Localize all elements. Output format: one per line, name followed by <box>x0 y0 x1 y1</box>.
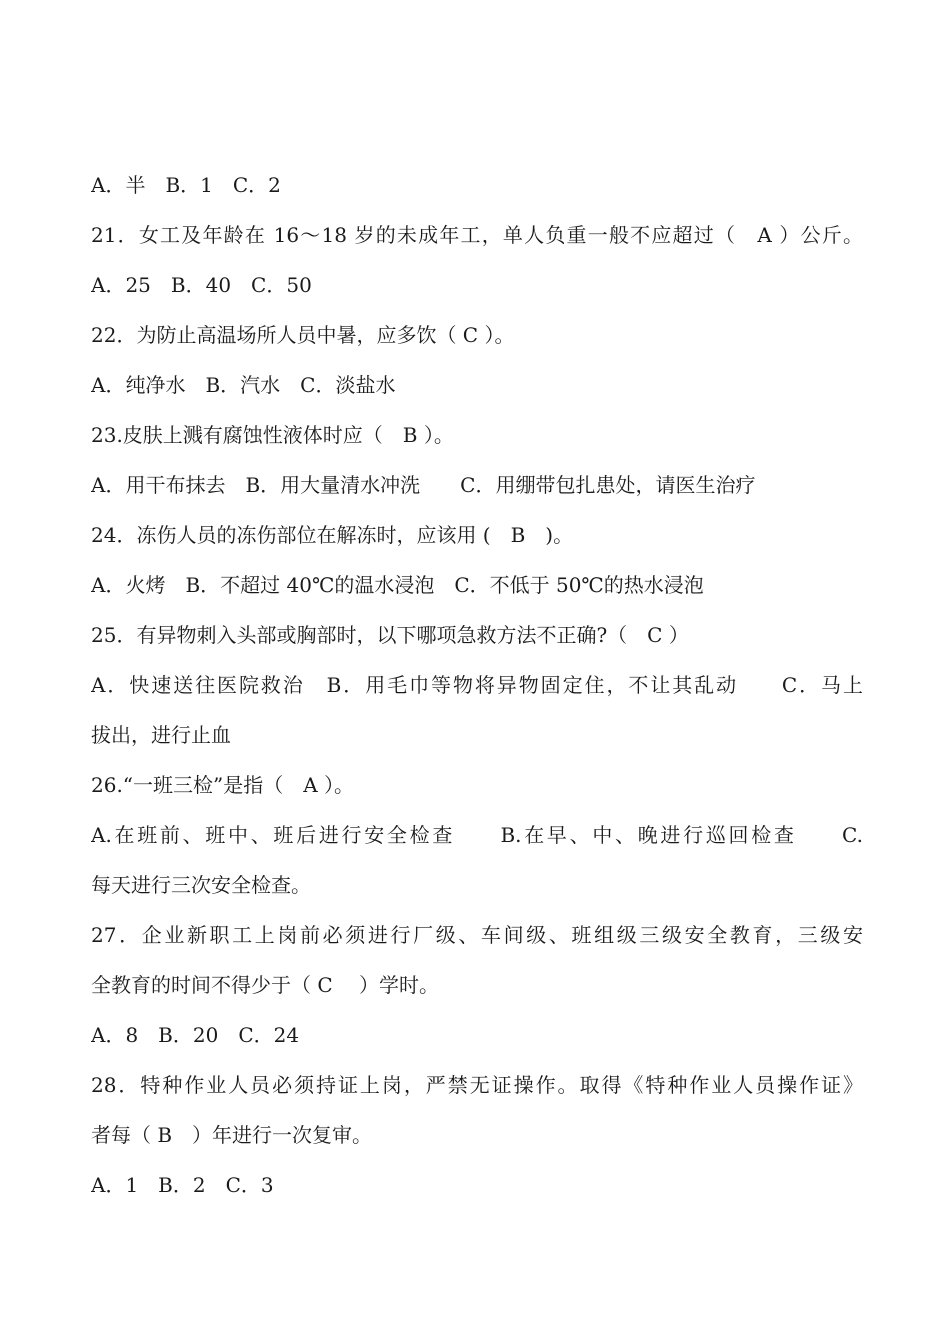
answer-options-23: A．用干布抹去 B．用大量清水冲洗 C．用绷带包扎患处，请医生治疗 <box>91 473 756 497</box>
answer-options-27: A．8 B．20 C．24 <box>91 1023 300 1047</box>
question-26: 26.“一班三检”是指（ A ）。 <box>91 773 355 797</box>
question-23: 23.皮肤上溅有腐蚀性液体时应（ B ）。 <box>91 423 454 447</box>
answer-options-28: A．1 B．2 C．3 <box>91 1173 274 1197</box>
answer-options-22: A．纯净水 B．汽水 C．淡盐水 <box>91 373 396 397</box>
question-21: 21．女工及年龄在 16～18 岁的未成年工，单人负重一般不应超过（ A ）公斤。 <box>91 223 863 247</box>
answer-options-25: A．快速送往医院救治 B．用毛巾等物将异物固定住，不让其乱动 C．马上 <box>91 673 863 697</box>
answer-options-20: A．半 B．1 C．2 <box>91 173 281 197</box>
question-28-continued: 者每（ B ）年进行一次复审。 <box>91 1123 373 1147</box>
answer-options-26-continued: 每天进行三次安全检查。 <box>91 873 311 897</box>
question-24: 24．冻伤人员的冻伤部位在解冻时，应该用 ( B )。 <box>91 523 574 547</box>
answer-options-25-continued: 拔出，进行止血 <box>91 723 231 747</box>
document-page <box>91 160 863 1210</box>
question-28: 28．特种作业人员必须持证上岗，严禁无证操作。取得《特种作业人员操作证》 <box>91 1073 863 1097</box>
question-25: 25．有异物刺入头部或胸部时，以下哪项急救方法不正确?（ C ） <box>91 623 689 647</box>
question-27: 27．企业新职工上岗前必须进行厂级、车间级、班组级三级安全教育，三级安 <box>91 923 863 947</box>
answer-options-26: A.在班前、班中、班后进行安全检查 B.在早、中、晚进行巡回检查 C. <box>91 823 863 847</box>
question-27-continued: 全教育的时间不得少于（ C ）学时。 <box>91 973 440 997</box>
answer-options-21: A．25 B．40 C．50 <box>91 273 312 297</box>
question-22: 22．为防止高温场所人员中暑，应多饮（ C ）。 <box>91 323 515 347</box>
answer-options-24: A．火烤 B．不超过 40℃的温水浸泡 C．不低于 50℃的热水浸泡 <box>91 573 704 597</box>
